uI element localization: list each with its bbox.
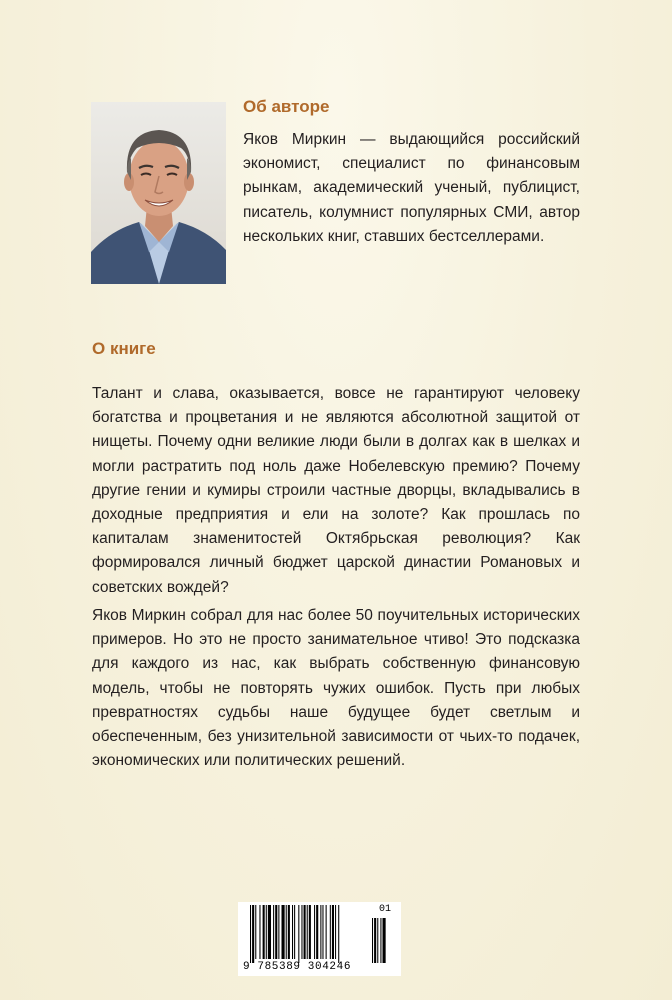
about-book-paragraph-1: Талант и слава, оказывается, вовсе не гарантируют человеку богатства и процветания и не являются абсолютной защитой от нищеты. Почему одни великие люди были в долгах как в шелках и могли растратить под ноль даже Нобелевскую премию? Почему другие гении и кумиры строили частные дворцы, вкладывались в доходные предприятия и ели на золоте? Как прошлась по капиталам знаменитостей Октябрьская революция? Как формировался личный бюджет царской династии Романовых и советских вождей? — [92, 385, 580, 596]
about-book-paragraph-2: Яков Миркин собрал для нас более 50 поучительных исторических примеров. Но это не просто занимательное чтиво! Это подсказка для каждого из нас, как выбрать собственную финансовую модель, чтобы не повторять чужих ошибок. Пусть при любых превратностях судьбы наше будущее будет светлым и обеспеченным, без унизительной зависимости от чьих-то подачек, экономических или политических решений. — [92, 607, 580, 770]
isbn-barcode — [238, 902, 401, 976]
author-photo — [91, 102, 226, 284]
about-author-text: Яков Миркин — выдающийся российский экономист, специалист по финансовым рынкам, академический ученый, публицист, писатель, колумнист популярных СМИ, автор нескольких книг, ставших бестселлерами. — [243, 131, 580, 245]
barcode-digits: 9 785389 304246 — [243, 961, 352, 973]
about-author-heading: Об авторе — [243, 97, 330, 116]
barcode-addon-digits: 01 — [379, 904, 392, 915]
about-book-heading: О книге — [92, 339, 156, 358]
